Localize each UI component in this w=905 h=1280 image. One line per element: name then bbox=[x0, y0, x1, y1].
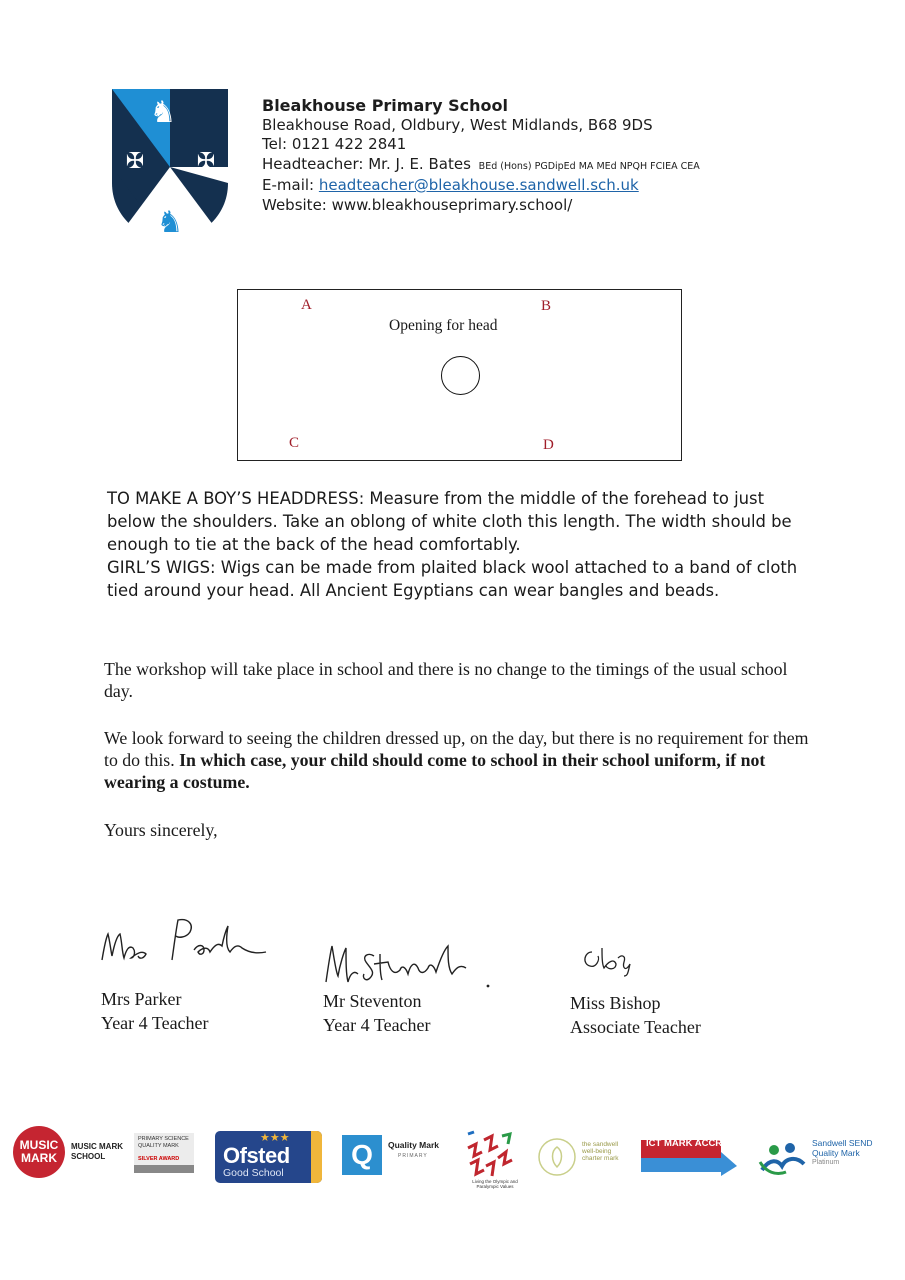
send-quality-mark-icon bbox=[756, 1140, 808, 1178]
dress-up-text: We look forward to seeing the children dressed up, on the day, but there is no requirement for them to do this. bbox=[104, 728, 809, 770]
signatory-miss-bishop bbox=[570, 991, 701, 1039]
signatory-mrs-parker bbox=[101, 987, 209, 1035]
quality-mark-label: Quality Mark bbox=[388, 1140, 440, 1150]
headteacher-line bbox=[262, 155, 700, 177]
olympic-values-label: Living the Olympic and Paralympic Values bbox=[472, 1179, 518, 1189]
quality-mark-logo: Q bbox=[342, 1135, 382, 1175]
send-quality-mark-label bbox=[812, 1138, 882, 1168]
signature-miss-bishop bbox=[578, 942, 638, 980]
signature-mrs-parker bbox=[98, 912, 273, 972]
school-crest-logo bbox=[111, 88, 229, 246]
girl-wigs-instructions: GIRL’S WIGS: Wigs can be made from plaited black wool attached to a band of cloth tied around your head. All Ancient Egyptians can wear bangles and beads. bbox=[107, 558, 798, 600]
closing-salutation: Yours sincerely, bbox=[104, 820, 218, 840]
svg-text:♞: ♞ bbox=[149, 96, 177, 129]
signatory-mr-steventon bbox=[323, 989, 431, 1037]
email-line bbox=[262, 176, 700, 196]
signatory-role: Associate Teacher bbox=[570, 1017, 701, 1037]
costume-instructions bbox=[107, 487, 807, 602]
music-mark-school-label: MUSIC MARK SCHOOL bbox=[71, 1142, 123, 1161]
wellbeing-charter-logo-icon bbox=[537, 1137, 577, 1177]
svg-text:✠: ✠ bbox=[196, 148, 216, 173]
corner-label-c: C bbox=[289, 435, 300, 451]
ofsted-stars-icon: ★★★ bbox=[260, 1132, 290, 1144]
headdress-diagram bbox=[237, 289, 682, 461]
signatory-name: Mr Steventon bbox=[323, 991, 422, 1011]
corner-label-a: A bbox=[301, 297, 312, 313]
email-label: E-mail: bbox=[262, 176, 315, 194]
primary-science-quality-mark-logo bbox=[134, 1133, 194, 1173]
website-line: Website: www.bleakhouseprimary.school/ bbox=[262, 195, 573, 214]
ict-mark-label: ICT MARK ACCREDITED bbox=[646, 1138, 758, 1149]
signatory-name: Mrs Parker bbox=[101, 989, 182, 1009]
headteacher-qualifications: BEd (Hons) PGDipEd MA MEd NPQH FCIEA CEA bbox=[478, 160, 700, 172]
svg-text:✠: ✠ bbox=[125, 148, 145, 173]
send-title: Sandwell SEND Quality Mark bbox=[812, 1138, 873, 1158]
head-opening-circle bbox=[441, 356, 480, 395]
music-mark-logo: MUSIC MARK bbox=[13, 1126, 65, 1178]
headteacher-name: Headteacher: Mr. J. E. Bates bbox=[262, 154, 471, 173]
email-link[interactable]: headteacher@bleakhouse.sandwell.sch.uk bbox=[318, 176, 639, 194]
ofsted-year-band bbox=[311, 1131, 322, 1183]
signatory-role: Year 4 Teacher bbox=[101, 1013, 209, 1033]
wellbeing-charter-label: the sandwell well-being charter mark bbox=[582, 1141, 619, 1162]
corner-label-b: B bbox=[541, 298, 552, 314]
school-name: Bleakhouse Primary School bbox=[262, 96, 509, 115]
psqm-label: PRIMARY SCIENCE QUALITY MARK bbox=[138, 1136, 189, 1149]
accreditation-logos bbox=[0, 1120, 905, 1200]
signatory-name: Miss Bishop bbox=[570, 993, 661, 1013]
dress-up-paragraph bbox=[104, 727, 814, 793]
opening-for-head-label: Opening for head bbox=[389, 317, 498, 334]
boy-headdress-instructions: TO MAKE A BOY’S HEADDRESS: Measure from the middle of the forehead to just below the shoulders. Take an oblong of white cloth this length. The width should be enough to tie at the back of the head comfortably. bbox=[107, 489, 792, 554]
uniform-notice: In which case, your child should come to school in their school uniform, if not wearing a costume. bbox=[104, 750, 766, 792]
school-telephone: Tel: 0121 422 2841 bbox=[262, 135, 407, 153]
psqm-award: SILVER AWARD bbox=[138, 1156, 180, 1162]
ofsted-rating: Good School bbox=[223, 1167, 284, 1179]
workshop-paragraph: The workshop will take place in school and there is no change to the timings of the usual school day. bbox=[104, 659, 788, 701]
quality-mark-sub: PRIMARY bbox=[398, 1153, 428, 1159]
signature-mr-steventon bbox=[322, 938, 502, 993]
signatory-role: Year 4 Teacher bbox=[323, 1015, 431, 1035]
letterhead bbox=[262, 96, 700, 215]
ofsted-good-school-logo bbox=[215, 1131, 322, 1183]
ofsted-word: Ofsted bbox=[223, 1143, 290, 1168]
send-level: Platinum bbox=[812, 1159, 840, 1166]
corner-label-d: D bbox=[543, 437, 554, 453]
svg-text:♞: ♞ bbox=[156, 206, 184, 239]
school-address: Bleakhouse Road, Oldbury, West Midlands, B68 9DS bbox=[262, 115, 653, 134]
